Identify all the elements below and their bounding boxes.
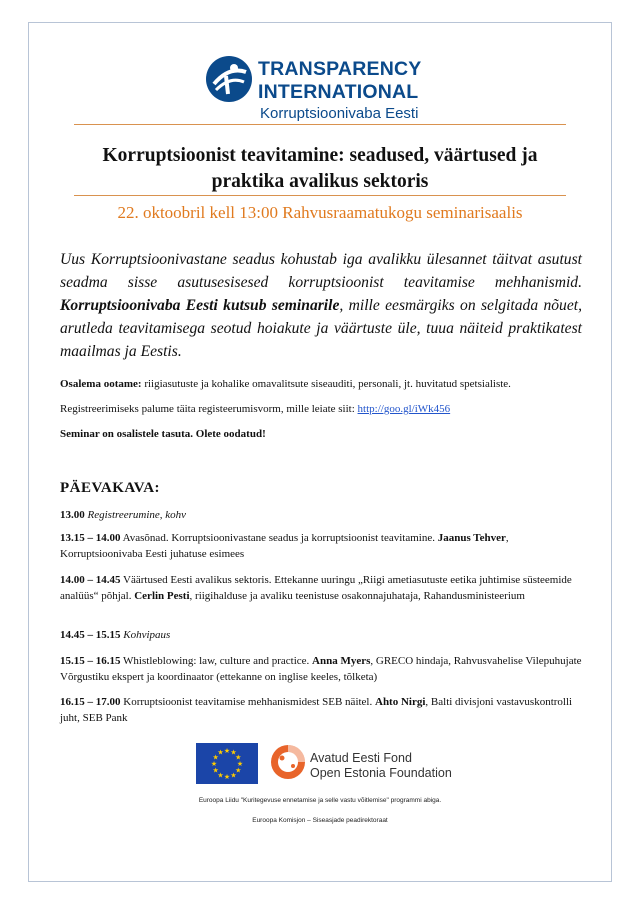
transparency-logo [204,32,444,122]
agenda-item [60,530,585,562]
agenda-text: Väärtused Eesti avalikus sektoris. Ettekanne uuringu „Riigi ametiasutuste eetika juhtimise süsteemide analüüs“ põhjal. [60,574,572,602]
agenda-text: Registreerumine, kohv [84,509,187,521]
title-line-2: praktika avalikus sektoris [211,171,429,192]
logo-subtitle: Korruptsioonivaba Eesti [260,105,419,122]
intro-paragraph [60,248,582,363]
logo-line-1: TRANSPARENCY [258,58,422,80]
eu-star: ★ [217,771,224,780]
eu-star: ★ [223,747,231,755]
eu-flag-icon [196,743,258,784]
eu-star: ★ [235,766,242,775]
registration-line [60,403,450,415]
agenda-time: 16.15 – 17.00 [60,696,121,708]
registration-link[interactable]: http://goo.gl/iWk456 [357,403,451,415]
eu-star: ★ [236,760,244,768]
eu-star: ★ [230,748,237,757]
eu-star: ★ [210,760,218,768]
agenda-time: 13.15 – 14.00 [60,532,121,544]
intro-text-1: Uus Korruptsioonivastane seadus kohustab iga avalikku ülesannet täitvat asutust seadma sisse asutusesisesed korruptsioonist teavitamise mehhanismid. [60,251,582,291]
divider-title [74,195,566,196]
audience-text: riigiasutuste ja kohalike omavalitsute siseauditi, personali, jt. huvitatud spetsialiste. [141,378,511,390]
agenda-role: , Balti divisjoni vastavuskontrolli juht, SEB Pank [60,696,573,724]
agenda-text: Whistleblowing: law, culture and practice. [120,655,313,667]
divider-top [74,124,566,125]
audience-label: Osalema ootame: [60,378,142,390]
eu-star: ★ [212,766,219,775]
oef-name-et: Avatud Eesti Fond [310,751,412,765]
eu-stars-icon [196,743,258,784]
audience-line [60,378,511,390]
agenda-role: , riigihalduse ja avaliku teenistuse osakonnajuhataja, Rahandusministeerium [189,590,525,602]
transparency-international-globe-icon [204,54,254,104]
intro-bold: Korruptsioonivaba Eesti kutsub seminarile [60,297,340,314]
intro-text-2: , mille eesmärgiks on selgitada nõuet, arutleda teavitamisega seotud hoiakute ja väärtuste üle, tuua näiteid praktikatest maailmas ja Eestis. [60,297,582,360]
agenda-time: 15.15 – 16.15 [60,655,121,667]
footer-line-1: Euroopa Liidu "Kuritegevuse ennetamise ja selle vastu võitlemise" programmi abiga. [198,797,442,804]
agenda-time: 14.00 – 14.45 [60,574,121,586]
title-line-1: Korruptsioonist teavitamine: seadused, väärtused ja [102,145,538,166]
logo-line-2: INTERNATIONAL [258,81,419,103]
eu-star: ★ [223,773,231,781]
eu-star: ★ [235,753,242,762]
event-date-venue: 22. oktoobril kell 13:00 Rahvusraamatukogu seminarisaalis [117,203,523,222]
agenda-item [60,627,585,643]
agenda-item [60,507,585,523]
agenda-item [60,694,585,726]
page-title [60,143,580,195]
eu-star: ★ [217,748,224,757]
agenda-speaker: Ahto Nirgi [375,696,426,708]
agenda-item [60,572,585,604]
open-estonia-foundation-icon [268,740,308,784]
agenda-text: Avasõnad. Korruptsioonivastane seadus ja korruptsioonist teavitamine. [120,532,438,544]
agenda-text: Korruptsioonist teavitamise mehhanismidest SEB näitel. [120,696,375,708]
agenda-speaker: Jaanus Tehver [437,532,506,544]
agenda-time: 13.00 [60,509,85,521]
agenda-role: , GRECO hindaja, Rahvusvahelise Vilepuhujate Võrgustiku ekspert ja koordinaator (ettekanne on inglise keeles, tõlketa) [60,655,582,683]
agenda-title: PÄEVAKAVA: [60,480,161,496]
agenda-speaker: Cerlin Pesti [134,590,190,602]
agenda-item [60,653,585,685]
agenda-speaker: Anna Myers [312,655,371,667]
free-note: Seminar on osalistele tasuta. Olete oodatud! [60,428,266,440]
agenda-role: , Korruptsioonivaba Eesti juhatuse esimees [60,532,509,560]
oef-name-en: Open Estonia Foundation [310,766,452,780]
agenda-text: Kohvipaus [120,629,171,641]
registration-text: Registreerimiseks palume täita registeerumisvorm, mille leiate siit: [60,403,358,415]
agenda-time: 14.45 – 15.15 [60,629,121,641]
footer-line-2: Euroopa Komisjon – Siseasjade peadirektoraat [252,817,388,824]
eu-star: ★ [212,753,219,762]
eu-star: ★ [230,771,237,780]
